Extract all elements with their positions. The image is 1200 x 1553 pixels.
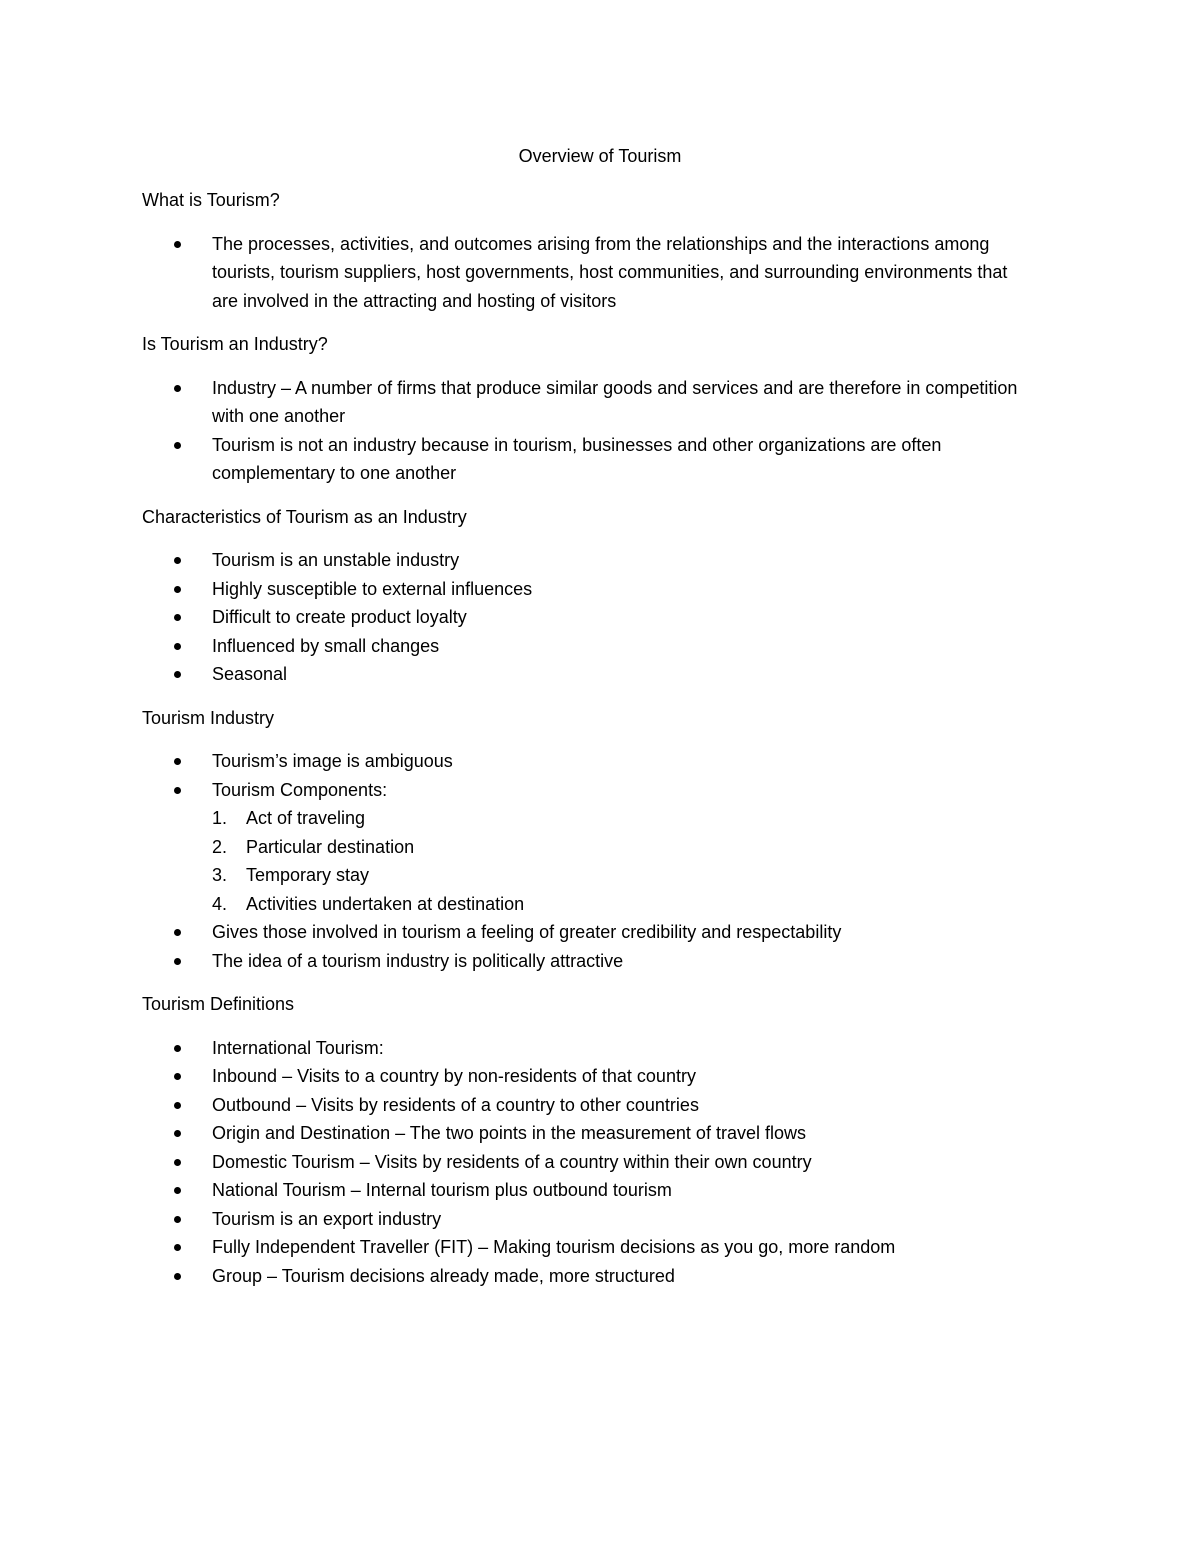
section-heading: Tourism Industry <box>142 707 275 728</box>
list-item-text: Gives those involved in tourism a feeling of greater credibility and respectability <box>212 922 842 942</box>
list-item-text: Difficult to create product loyalty <box>212 607 467 627</box>
list-item <box>142 603 1022 632</box>
list-item <box>142 1176 1022 1205</box>
bullet-icon <box>174 241 181 248</box>
section-characteristics <box>142 503 1022 689</box>
numbered-item-text: Act of traveling <box>246 808 366 828</box>
list-item <box>142 1091 1022 1120</box>
bullet-icon <box>174 385 181 392</box>
document-title: Overview of Tourism <box>518 146 682 166</box>
bullet-icon <box>174 1273 181 1280</box>
section-tourism-definitions <box>142 990 1022 1290</box>
list-item-text: International Tourism: <box>212 1037 384 1058</box>
bullet-icon <box>174 643 181 650</box>
list-item-text: National Tourism – Internal tourism plus outbound tourism <box>212 1180 672 1200</box>
numbered-item-text: Activities undertaken at destination <box>246 893 525 914</box>
bullet-icon <box>174 1244 181 1251</box>
list-item <box>142 575 1022 604</box>
list-item-text: Group – Tourism decisions already made, more structured <box>212 1265 675 1286</box>
list-item-text: Tourism is an unstable industry <box>212 550 460 570</box>
section-heading: Characteristics of Tourism as an Industry <box>142 506 467 527</box>
bullet-list <box>142 230 1022 316</box>
list-item <box>142 230 1022 316</box>
list-item <box>142 1233 1022 1262</box>
list-item <box>142 546 1022 575</box>
list-item <box>142 431 1022 488</box>
list-item-text: The processes, activities, and outcomes arising from the relationships and the interactions among tourists, tourism suppliers, host governments, host communities, and surrounding environments that are involved in the attracting and hosting of visitors <box>212 233 1008 311</box>
bullet-icon <box>174 929 181 936</box>
list-item-text: Influenced by small changes <box>212 635 440 656</box>
list-item <box>142 947 1022 976</box>
bullet-icon <box>174 586 181 593</box>
section-heading: Is Tourism an Industry? <box>142 334 328 354</box>
list-item-text: The idea of a tourism industry is politically attractive <box>212 950 624 971</box>
section-what-is-tourism <box>142 186 1022 315</box>
item-number: 2. <box>212 836 228 857</box>
list-item-text: Origin and Destination – The two points in the measurement of travel flows <box>212 1123 806 1143</box>
list-item-text: Tourism is an export industry <box>212 1208 442 1229</box>
list-item-text: Fully Independent Traveller (FIT) – Making tourism decisions as you go, more random <box>212 1237 896 1257</box>
list-item-text: Domestic Tourism – Visits by residents of a country within their own country <box>212 1151 812 1172</box>
bullet-icon <box>174 1216 181 1223</box>
numbered-item <box>142 890 1022 919</box>
list-item <box>142 1119 1022 1148</box>
numbered-item-text: Particular destination <box>246 836 415 857</box>
bullet-icon <box>174 1073 181 1080</box>
section-tourism-industry <box>142 704 1022 976</box>
list-item <box>142 1062 1022 1091</box>
list-item <box>142 1205 1022 1234</box>
numbered-item <box>142 861 1022 890</box>
bullet-icon <box>174 671 181 678</box>
bullet-icon <box>174 787 181 794</box>
section-heading: Tourism Definitions <box>142 994 295 1014</box>
list-item <box>142 374 1022 431</box>
bullet-icon <box>174 1187 181 1194</box>
list-item <box>142 747 1022 776</box>
bullet-icon <box>174 758 181 765</box>
bullet-icon <box>174 614 181 621</box>
list-item <box>142 918 1022 947</box>
list-item-text: Inbound – Visits to a country by non-residents of that country <box>212 1066 696 1086</box>
item-number: 3. <box>212 865 228 885</box>
bullet-icon <box>174 1102 181 1109</box>
list-item <box>142 660 1022 689</box>
bullet-icon <box>174 1159 181 1166</box>
bullet-icon <box>174 1045 181 1052</box>
bullet-list <box>142 1034 1022 1291</box>
list-item-text: Tourism’s image is ambiguous <box>212 751 453 771</box>
numbered-item <box>142 833 1022 862</box>
list-item-text: Seasonal <box>212 664 288 684</box>
list-item <box>142 1034 1022 1063</box>
list-item-text: Tourism is not an industry because in tourism, businesses and other organizations are often complementary to one another <box>212 434 942 483</box>
bullet-icon <box>174 1130 181 1137</box>
bullet-list <box>142 546 1022 689</box>
section-heading: What is Tourism? <box>142 190 280 210</box>
numbered-item-text: Temporary stay <box>246 865 370 885</box>
document-body <box>142 186 1022 1305</box>
item-number: 4. <box>212 893 228 914</box>
list-item-text: Highly susceptible to external influences <box>212 578 533 599</box>
bullet-icon <box>174 442 181 449</box>
list-item <box>142 776 1022 805</box>
list-item-text: Outbound – Visits by residents of a country to other countries <box>212 1094 699 1115</box>
list-item <box>142 1262 1022 1291</box>
numbered-item <box>142 804 1022 833</box>
list-item <box>142 632 1022 661</box>
list-item-text: Tourism Components: <box>212 779 388 800</box>
bullet-icon <box>174 557 181 564</box>
list-item-text: Industry – A number of firms that produce similar goods and services and are therefore in competition with one another <box>212 377 1018 426</box>
section-is-tourism-an-industry <box>142 330 1022 488</box>
numbered-list <box>142 804 1022 918</box>
bullet-list <box>142 747 1022 804</box>
bullet-icon <box>174 958 181 965</box>
bullet-list <box>142 918 1022 975</box>
item-number: 1. <box>212 808 228 828</box>
bullet-list <box>142 374 1022 488</box>
list-item <box>142 1148 1022 1177</box>
